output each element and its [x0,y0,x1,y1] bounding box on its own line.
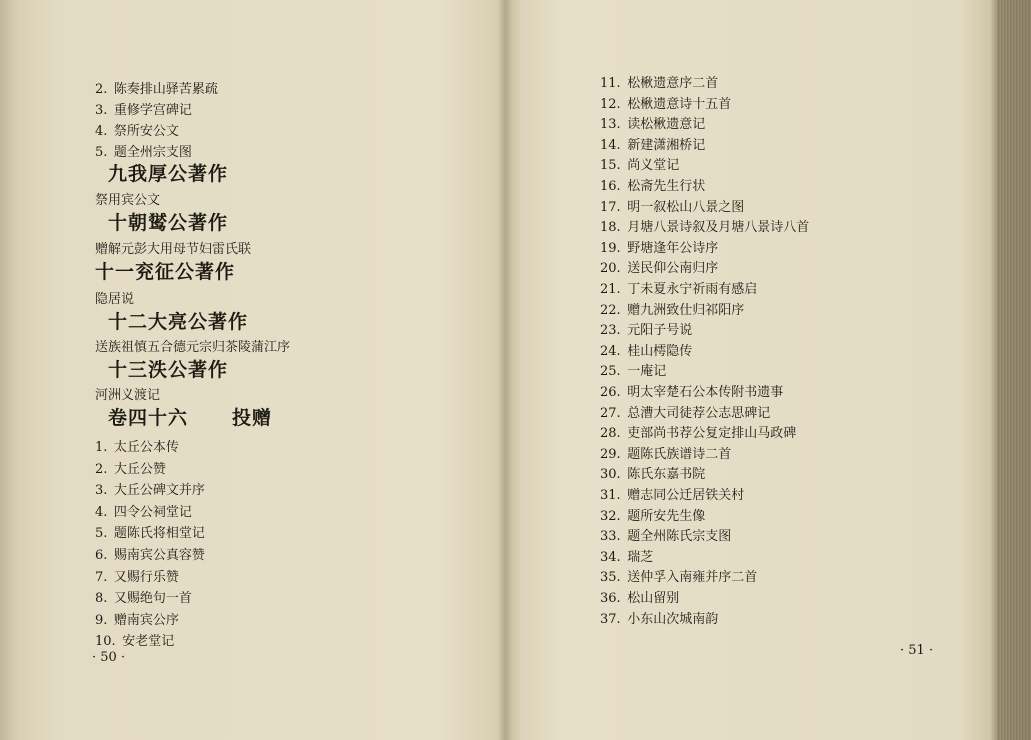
entry-number: 22. [600,302,621,318]
toc-entry [95,143,192,163]
entry-number: 4. [95,504,108,520]
entry-number: 13. [600,117,621,133]
toc-entry [600,321,692,341]
entry-title: 小东山次城南韵 [627,611,719,627]
toc-entry [600,610,718,630]
entry-number: 10. [95,634,116,650]
toc-entry [600,465,705,485]
heading-10: 十朝𬸚公著作 [108,212,229,234]
toc-entry [600,198,744,218]
toc-entry [600,342,692,362]
entry-title: 月塘八景诗叙及月塘八景诗八首 [627,220,810,236]
entry-number: 23. [600,323,621,339]
entry-title: 桂山樗隐传 [627,343,693,359]
entry-number: 14. [600,137,621,153]
toc-entry [600,259,718,279]
entry-title: 赐南宾公真容赞 [113,548,205,563]
volume-title: 卷四十六 [108,407,189,429]
page-number-left: · 50 · [92,650,126,665]
toc-entry [95,524,205,544]
entry-number: 24. [600,343,621,359]
entry-title: 赠南宾公序 [113,612,179,628]
page-edges [998,0,1031,740]
toc-entry [95,122,179,142]
entry-number: 31. [600,488,621,503]
entry-title: 安老堂记 [122,634,175,650]
item-9: 祭用宾公文 [95,193,161,208]
toc-entry [600,383,783,403]
toc-entry [95,546,205,566]
entry-title: 赠志同公迁居铁关村 [627,488,745,503]
entry-title: 松山留别 [627,591,680,606]
entry-number: 17. [600,199,621,215]
entry-title: 赠九洲致仕归祁阳序 [627,302,745,318]
entry-title: 又赐行乐赞 [113,569,179,585]
entry-number: 25. [600,364,621,380]
entry-number: 2. [95,82,108,97]
entry-title: 祭所安公文 [113,124,179,139]
toc-entry [600,507,705,527]
entry-title: 四令公祠堂记 [113,504,192,520]
entry-number: 34. [600,549,621,565]
toc-entry [600,301,744,321]
entry-number: 20. [600,261,621,277]
entry-title: 松楸遗意序二首 [627,76,719,91]
entry-title: 题陈氏族谱诗二首 [627,446,732,462]
entry-number: 6. [95,548,108,563]
item-13: 河洲义渡记 [95,388,161,403]
entry-number: 3. [95,103,108,118]
entry-title: 一庵记 [627,364,667,380]
entry-title: 明太宰楚石公本传附书遗事 [627,385,784,400]
entry-title: 重修学宫碑记 [113,103,192,118]
entry-number: 27. [600,405,621,421]
entry-number: 35. [600,570,621,586]
heading-11: 十一兖征公著作 [95,261,236,283]
entry-title: 大丘公赞 [113,461,166,477]
entry-title: 陈氏东嘉书院 [627,467,706,483]
entry-title: 松斋先生行状 [627,179,706,194]
entry-number: 4. [95,124,108,139]
entry-number: 2. [95,461,108,477]
entry-title: 题全州陈氏宗支图 [627,529,732,545]
entry-number: 32. [600,508,621,524]
entry-number: 1. [95,440,108,455]
entry-title: 丁未夏永宁祈雨有感启 [627,282,758,297]
toc-entry [95,101,192,121]
toc-entry [600,568,757,588]
entry-title: 总漕大司徒荐公志思碑记 [627,405,771,421]
toc-entry [600,486,744,506]
entry-title: 太丘公本传 [113,440,179,455]
toc-entry [600,527,731,547]
entry-number: 7. [95,569,108,585]
heading-12: 十二大亮公著作 [108,311,249,333]
entry-title: 题全州宗支图 [113,145,192,160]
entry-title: 野塘逢年公诗序 [627,240,719,256]
entry-number: 30. [600,467,621,483]
entry-title: 松楸遗意诗十五首 [627,96,732,112]
entry-title: 吏部尚书荐公复定排山马政碑 [627,426,797,442]
toc-entry [600,548,653,568]
entry-title: 送仲孚入南雍并序二首 [627,570,758,586]
entry-number: 18. [600,220,621,236]
toc-entry [95,589,192,609]
volume-subtitle: 投赠 [232,407,273,429]
entry-number: 15. [600,158,621,174]
toc-entry [600,156,679,176]
entry-number: 16. [600,179,621,194]
toc-entry [95,481,205,501]
heading-9: 九我厚公著作 [108,163,229,185]
entry-number: 19. [600,240,621,256]
toc-entry [95,460,166,480]
toc-entry [600,445,731,465]
toc-entry [95,503,192,523]
entry-number: 33. [600,529,621,545]
toc-entry [600,115,705,135]
toc-entry [600,218,809,238]
entry-number: 9. [95,612,108,628]
toc-entry [600,74,718,94]
left-page [0,0,505,740]
entry-title: 题陈氏将相堂记 [113,526,205,542]
toc-entry [95,80,218,100]
entry-title: 尚义堂记 [627,158,680,174]
toc-entry [95,611,179,631]
toc-entry [600,362,666,382]
right-page [508,0,998,740]
entry-number: 21. [600,282,621,297]
entry-number: 11. [600,76,621,91]
toc-entry [95,568,179,588]
toc-entry [600,239,718,259]
page-number-right: · 51 · [900,643,934,658]
entry-number: 37. [600,611,621,627]
item-11: 隐居说 [95,292,135,307]
heading-13: 十三泆公著作 [108,359,229,381]
toc-entry [600,424,796,444]
toc-entry [600,177,705,197]
entry-title: 陈奏排山驿苦累疏 [113,82,218,97]
entry-title: 新建潇湘桥记 [627,137,706,153]
toc-entry [95,438,179,458]
toc-entry [600,280,757,300]
entry-number: 29. [600,446,621,462]
entry-title: 又赐绝句一首 [113,591,192,607]
entry-number: 8. [95,591,108,607]
entry-number: 3. [95,483,108,499]
entry-title: 明一叙松山八景之图 [627,199,745,215]
item-12: 送族祖慎五合德元宗归茶陵蒲江序 [95,340,291,355]
entry-title: 元阳子号说 [627,323,693,339]
entry-title: 送民仰公南归序 [627,261,719,277]
entry-title: 读松楸遗意记 [627,117,706,133]
item-10: 赠解元彭大用母节妇雷氏联 [95,242,252,257]
entry-number: 5. [95,526,108,542]
toc-entry [600,136,705,156]
entry-number: 5. [95,145,108,160]
toc-entry [600,95,731,115]
entry-number: 36. [600,591,621,606]
entry-title: 大丘公碑文并序 [113,483,205,499]
entry-number: 26. [600,385,621,400]
entry-title: 瑞芝 [627,549,654,565]
entry-title: 题所安先生像 [627,508,706,524]
entry-number: 28. [600,426,621,442]
toc-entry [600,404,770,424]
entry-number: 12. [600,96,621,112]
toc-entry [600,589,679,609]
